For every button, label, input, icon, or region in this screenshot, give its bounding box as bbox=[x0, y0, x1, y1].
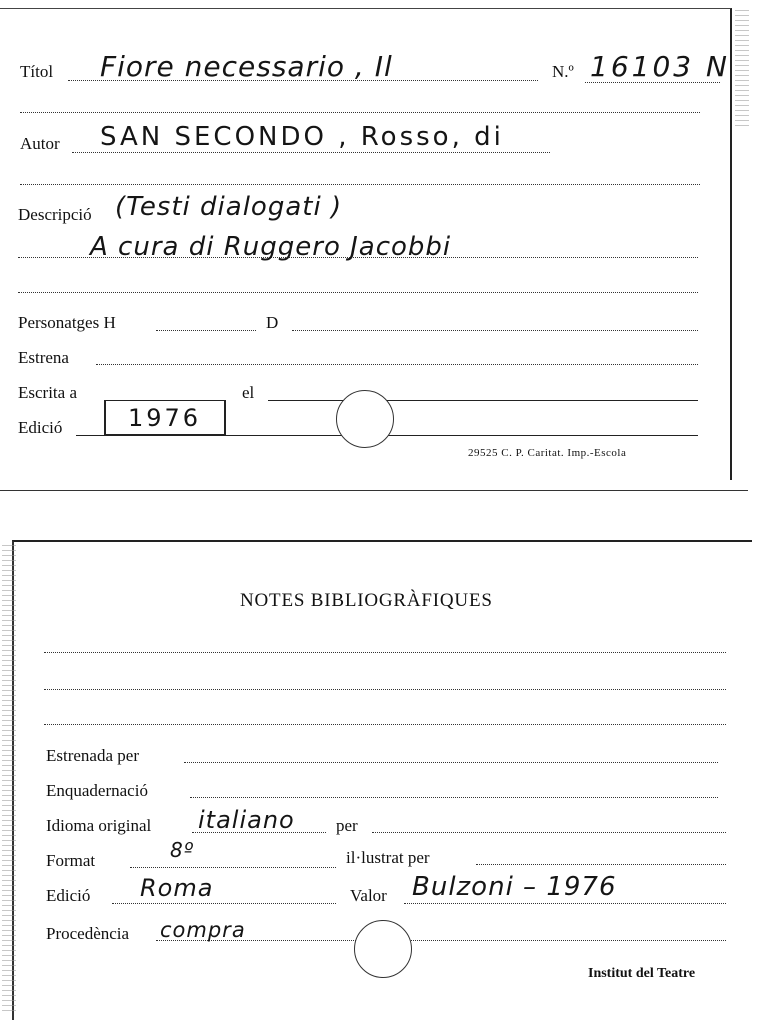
autor-label: Autor bbox=[20, 134, 60, 153]
illustrat-line bbox=[476, 864, 726, 865]
d-label: D bbox=[266, 313, 279, 332]
back-edicio-label: Edició bbox=[46, 886, 91, 905]
format-label: Format bbox=[46, 851, 96, 870]
blank-line bbox=[20, 184, 700, 185]
personatges-label: Personatges H bbox=[18, 313, 116, 332]
estrena-label: Estrena bbox=[18, 348, 69, 367]
number-value: 16103 N bbox=[590, 50, 730, 83]
descripcio-value2: A cura di Ruggero Jacobbi bbox=[90, 232, 452, 262]
el-label: el bbox=[242, 383, 255, 402]
personatges-h-line bbox=[156, 330, 256, 331]
scan-noise bbox=[735, 10, 749, 130]
card-separator bbox=[0, 490, 748, 491]
notes-line bbox=[44, 652, 726, 653]
punch-hole bbox=[354, 920, 412, 978]
blank-line bbox=[18, 292, 698, 293]
escrita-label: Escrita a bbox=[18, 383, 77, 402]
edicio-value: 1976 bbox=[128, 404, 202, 432]
enquadernacio-label: Enquadernació bbox=[46, 781, 148, 800]
idioma-value: italiano bbox=[198, 806, 295, 834]
back-edicio-line bbox=[112, 903, 336, 904]
number-label: N.º bbox=[552, 62, 574, 81]
valor-line bbox=[404, 903, 726, 904]
titol-label: Títol bbox=[20, 62, 54, 81]
edicio-label: Edició bbox=[18, 418, 63, 437]
notes-line bbox=[44, 689, 726, 690]
personatges-d-line bbox=[292, 330, 698, 331]
punch-hole bbox=[336, 390, 394, 448]
procedencia-value: compra bbox=[160, 918, 246, 942]
back-edicio-value: Roma bbox=[140, 874, 214, 902]
valor-value: Bulzoni – 1976 bbox=[412, 872, 617, 902]
printer-text: 29525 C. P. Caritat. Imp.-Escola bbox=[468, 447, 627, 459]
notes-line bbox=[44, 724, 726, 725]
scan-noise bbox=[2, 545, 16, 1015]
estrena-line bbox=[96, 364, 698, 365]
institut-text: Institut del Teatre bbox=[588, 966, 696, 981]
enquadernacio-line bbox=[190, 797, 718, 798]
blank-line bbox=[20, 112, 700, 113]
el-line bbox=[268, 400, 698, 401]
procedencia-label: Procedència bbox=[46, 924, 130, 943]
idioma-label: Idioma original bbox=[46, 816, 152, 835]
descripcio-label: Descripció bbox=[18, 205, 92, 224]
estrenada-line bbox=[184, 762, 718, 763]
format-value: 8º bbox=[170, 838, 195, 862]
titol-value: Fiore necessario , Il bbox=[100, 50, 393, 83]
autor-line bbox=[72, 152, 550, 153]
estrenada-label: Estrenada per bbox=[46, 746, 139, 765]
valor-label: Valor bbox=[350, 886, 387, 905]
descripcio-value: (Testi dialogati ) bbox=[115, 192, 343, 222]
notes-heading: NOTES BIBLIOGRÀFIQUES bbox=[240, 590, 493, 611]
per-line bbox=[372, 832, 726, 833]
format-line bbox=[130, 867, 336, 868]
per-label: per bbox=[336, 816, 358, 835]
autor-value: SAN SECONDO , Rosso, di bbox=[100, 122, 504, 152]
illustrat-label: il·lustrat per bbox=[346, 848, 430, 867]
